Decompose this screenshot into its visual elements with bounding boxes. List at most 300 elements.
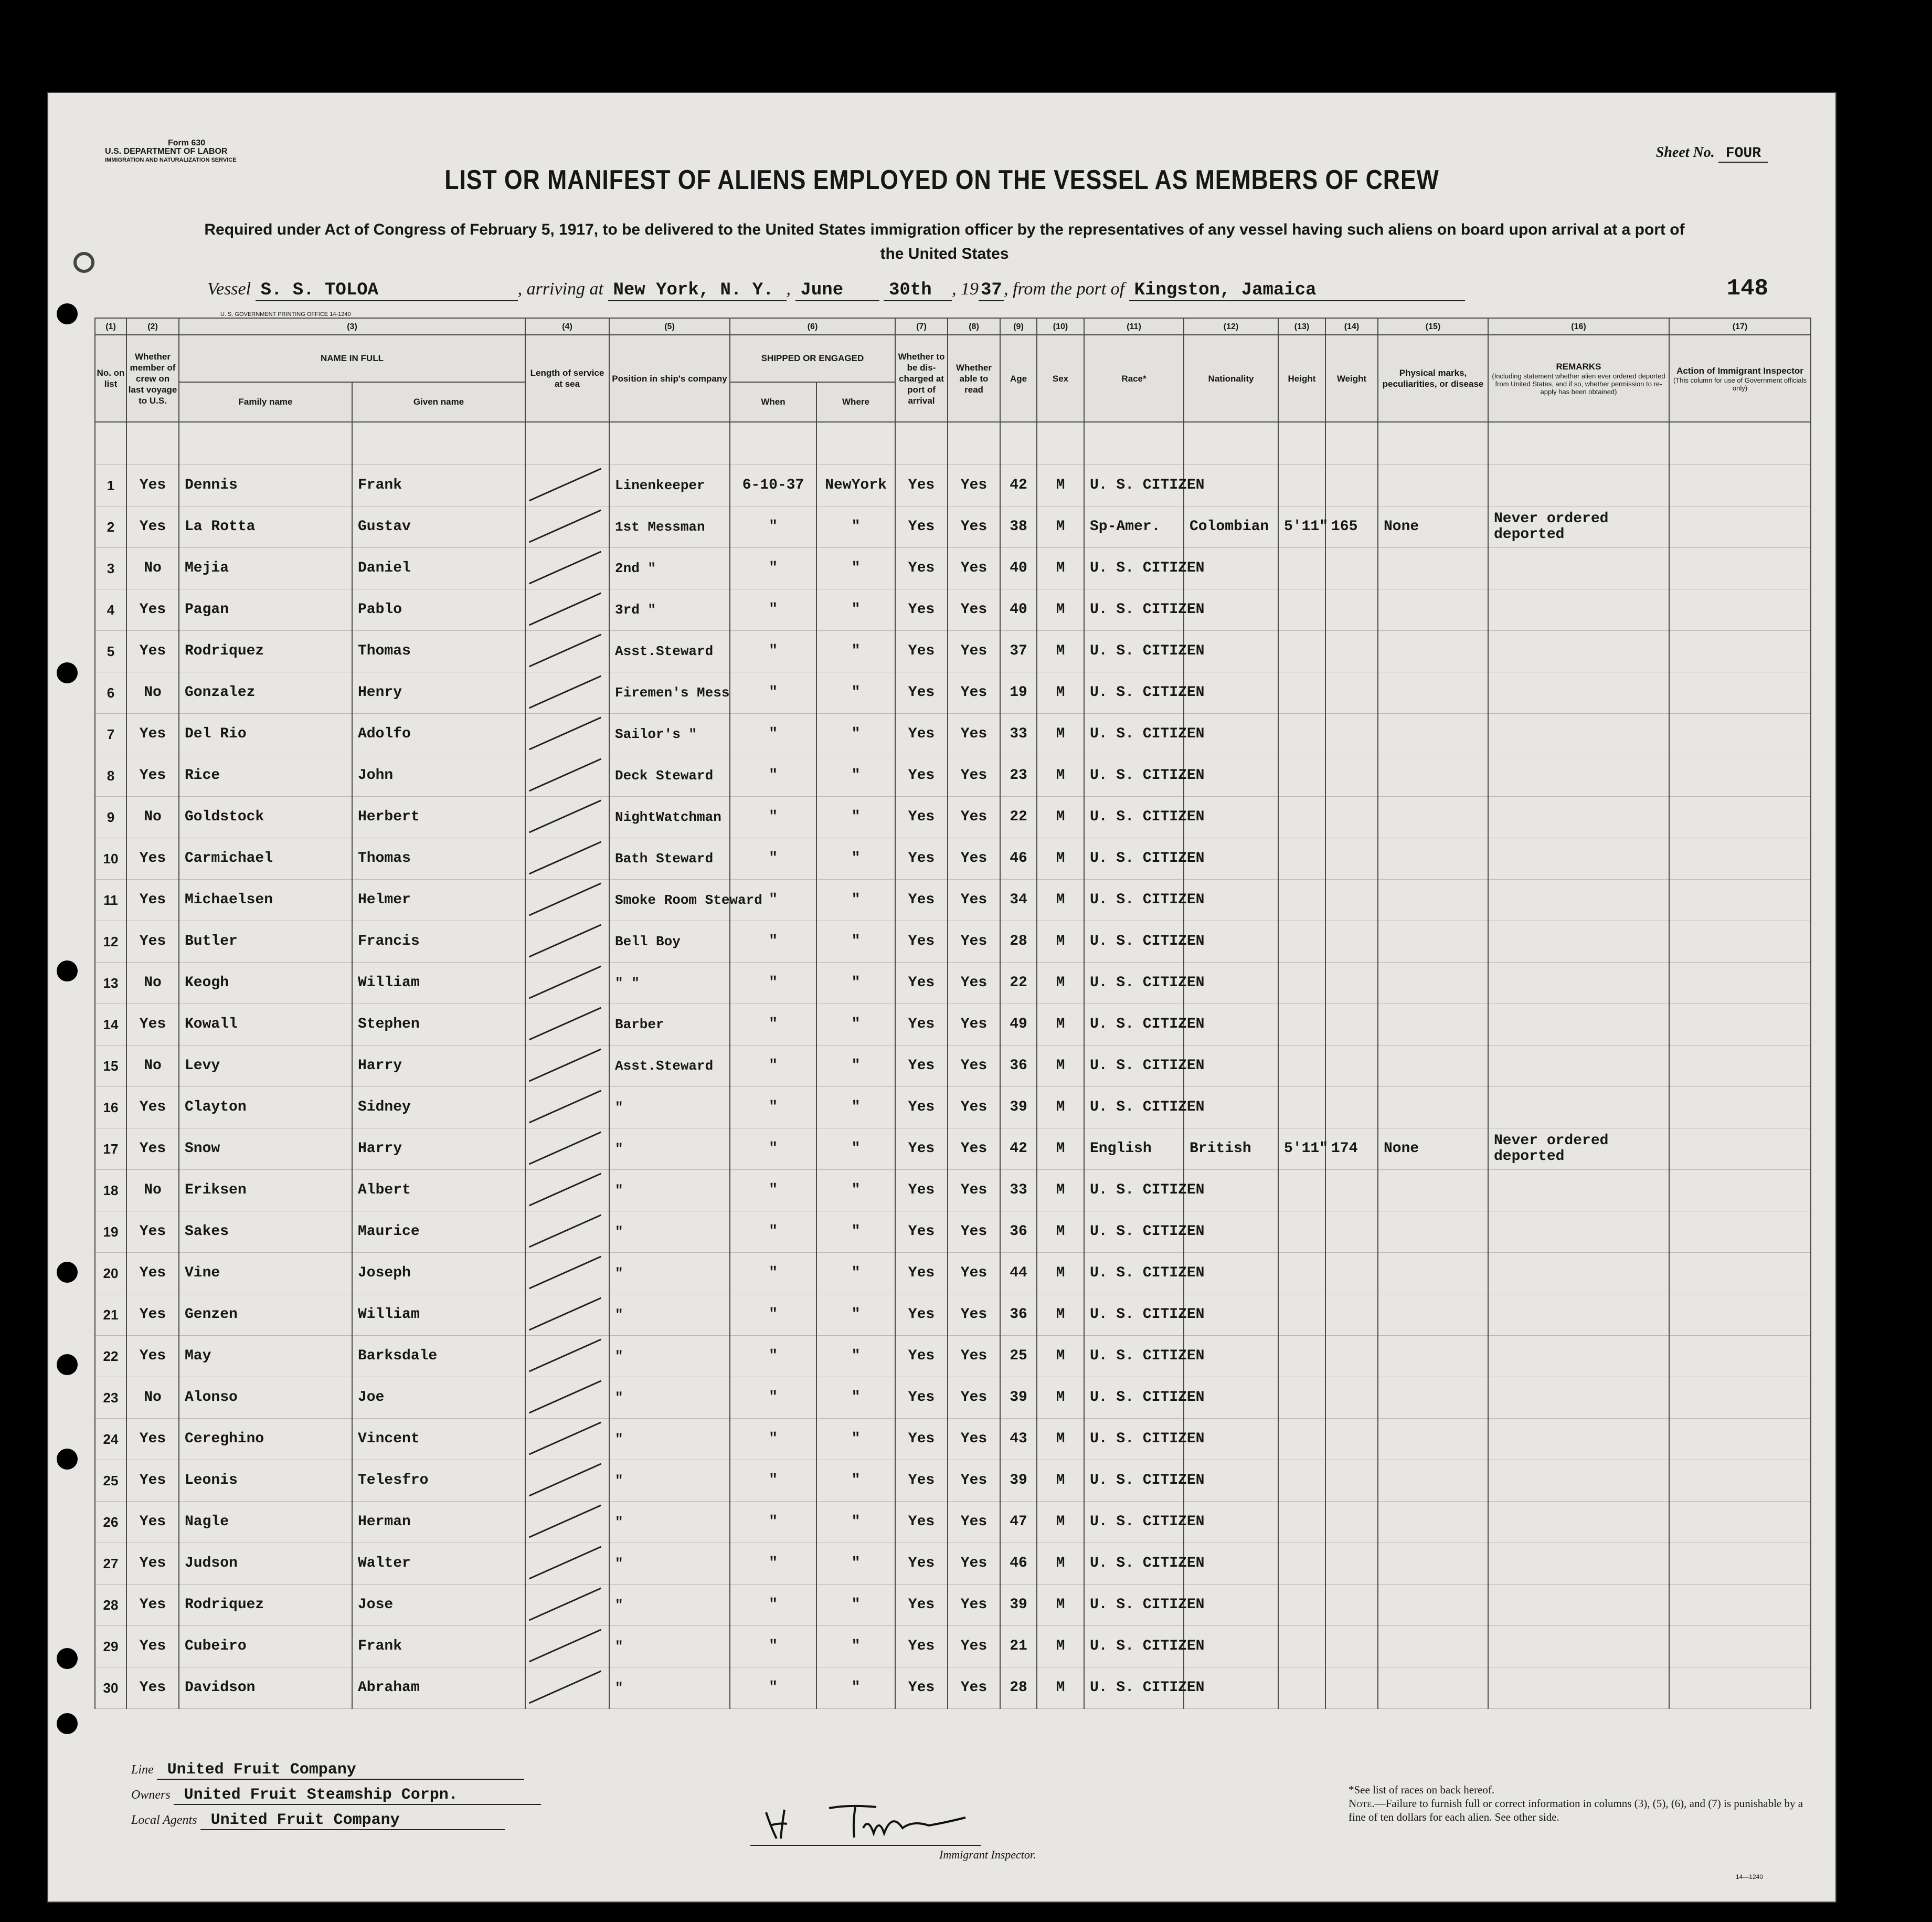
col-header-nationality: Nationality (1184, 335, 1278, 422)
physical-marks-cell (1378, 1087, 1488, 1128)
physical-marks-cell (1378, 1460, 1488, 1502)
last-voyage-cell: No (126, 797, 179, 838)
sex-cell: M (1037, 714, 1084, 755)
remarks-cell: Never ordered deported (1488, 506, 1669, 548)
line-row (131, 1761, 524, 1780)
position-cell: Sailor's " (609, 714, 730, 755)
row-number: 20 (95, 1253, 126, 1294)
physical-marks-cell (1378, 1377, 1488, 1419)
last-voyage-cell: Yes (126, 838, 179, 880)
race-cell: U. S. CITIZEN (1084, 1087, 1184, 1128)
remarks-cell (1488, 1502, 1669, 1543)
height-cell (1278, 1543, 1325, 1585)
family-name-cell: May (179, 1336, 352, 1377)
inspector-action-cell (1669, 963, 1811, 1004)
race-cell: U. S. CITIZEN (1084, 1585, 1184, 1626)
race-cell: U. S. CITIZEN (1084, 1004, 1184, 1046)
last-voyage-cell: Yes (126, 1419, 179, 1460)
last-voyage-cell: No (126, 1046, 179, 1087)
able-to-read-cell: Yes (948, 1294, 1000, 1336)
discharged-cell: Yes (895, 1543, 948, 1585)
checkmark-icon (529, 675, 601, 709)
shipped-when-cell: " (730, 589, 816, 631)
able-to-read-cell: Yes (948, 755, 1000, 797)
table-row (95, 1585, 1811, 1626)
row-number: 24 (95, 1419, 126, 1460)
able-to-read-cell: Yes (948, 672, 1000, 714)
col-header-height: Height (1278, 335, 1325, 422)
height-cell (1278, 631, 1325, 672)
checkmark-icon (529, 1380, 601, 1414)
position-cell: " (609, 1211, 730, 1253)
weight-cell (1325, 714, 1378, 755)
shipped-when-cell: " (730, 548, 816, 589)
race-cell: U. S. CITIZEN (1084, 672, 1184, 714)
row-number: 15 (95, 1046, 126, 1087)
remarks-cell (1488, 1087, 1669, 1128)
able-to-read-cell: Yes (948, 921, 1000, 963)
discharged-cell: Yes (895, 1626, 948, 1667)
given-name-cell: Thomas (352, 838, 525, 880)
checkmark-icon (529, 1090, 601, 1124)
inspector-action-cell (1669, 1626, 1811, 1667)
height-cell (1278, 465, 1325, 506)
shipped-when-cell: " (730, 1004, 816, 1046)
inspector-signature (750, 1792, 981, 1846)
race-cell: U. S. CITIZEN (1084, 548, 1184, 589)
discharged-cell: Yes (895, 921, 948, 963)
able-to-read-cell: Yes (948, 714, 1000, 755)
height-cell (1278, 1087, 1325, 1128)
remarks-cell (1488, 1626, 1669, 1667)
position-cell: Barber (609, 1004, 730, 1046)
shipped-where-cell: " (816, 714, 895, 755)
physical-marks-cell (1378, 963, 1488, 1004)
service-name: IMMIGRATION AND NATURALIZATION SERVICE (105, 157, 237, 163)
remarks-cell (1488, 1253, 1669, 1294)
height-cell (1278, 1253, 1325, 1294)
weight-cell (1325, 1253, 1378, 1294)
shipped-when-cell: " (730, 506, 816, 548)
punch-hole (57, 1354, 78, 1375)
given-name-cell: Thomas (352, 631, 525, 672)
family-name-cell: Rodriquez (179, 1585, 352, 1626)
shipped-when-cell: " (730, 838, 816, 880)
row-number: 26 (95, 1502, 126, 1543)
inspector-action-cell (1669, 838, 1811, 880)
family-name-cell: Rodriquez (179, 631, 352, 672)
family-name-cell: Judson (179, 1543, 352, 1585)
age-cell: 36 (1000, 1211, 1037, 1253)
given-name-cell: Abraham (352, 1667, 525, 1709)
checkmark-icon (529, 1297, 601, 1331)
col-header-shipped-engaged: SHIPPED OR ENGAGED (730, 335, 895, 382)
shipped-when-cell: " (730, 1253, 816, 1294)
inspector-action-note: (This column for use of Government officials only) (1673, 376, 1807, 392)
shipped-where-cell: " (816, 921, 895, 963)
shipped-when-cell: " (730, 672, 816, 714)
discharged-cell: Yes (895, 1128, 948, 1170)
inspector-action-cell (1669, 1377, 1811, 1419)
table-row (95, 589, 1811, 631)
shipped-where-cell: " (816, 1585, 895, 1626)
shipped-when-cell: " (730, 1460, 816, 1502)
given-name-cell: Harry (352, 1046, 525, 1087)
shipped-where-cell: " (816, 631, 895, 672)
service-checkmark-cell (525, 714, 609, 755)
family-name-cell: Eriksen (179, 1170, 352, 1211)
age-cell: 44 (1000, 1253, 1037, 1294)
height-cell (1278, 589, 1325, 631)
col-header-family-name: Family name (179, 382, 352, 422)
family-name-cell: Dennis (179, 465, 352, 506)
sex-cell: M (1037, 1419, 1084, 1460)
remarks-cell: Never ordered deported (1488, 1128, 1669, 1170)
last-voyage-cell: No (126, 1377, 179, 1419)
col-header-remarks (1488, 335, 1669, 422)
discharged-cell: Yes (895, 1253, 948, 1294)
remarks-cell (1488, 1170, 1669, 1211)
arriving-label: , arriving at (517, 279, 603, 299)
able-to-read-cell: Yes (948, 1419, 1000, 1460)
table-row (95, 1336, 1811, 1377)
sex-cell: M (1037, 1543, 1084, 1585)
weight-cell (1325, 1419, 1378, 1460)
checkmark-icon (529, 841, 601, 875)
inspector-action-cell (1669, 1253, 1811, 1294)
race-cell: U. S. CITIZEN (1084, 1211, 1184, 1253)
age-cell: 42 (1000, 1128, 1037, 1170)
remarks-cell (1488, 1667, 1669, 1709)
checkmark-icon (529, 1505, 601, 1538)
shipped-when-cell: 6-10-37 (730, 465, 816, 506)
family-name-cell: Cubeiro (179, 1626, 352, 1667)
table-row (95, 797, 1811, 838)
position-cell: " (609, 1626, 730, 1667)
able-to-read-cell: Yes (948, 1626, 1000, 1667)
punch-hole (57, 1262, 78, 1283)
discharged-cell: Yes (895, 1294, 948, 1336)
position-cell: " (609, 1087, 730, 1128)
table-row (95, 1253, 1811, 1294)
discharged-cell: Yes (895, 1502, 948, 1543)
race-cell: U. S. CITIZEN (1084, 465, 1184, 506)
position-cell: NightWatchman (609, 797, 730, 838)
remarks-cell (1488, 714, 1669, 755)
inspector-action-cell (1669, 1211, 1811, 1253)
physical-marks-cell (1378, 1046, 1488, 1087)
owners-label: Owners (131, 1788, 171, 1802)
discharged-cell: Yes (895, 1004, 948, 1046)
line-label: Line (131, 1763, 154, 1777)
last-voyage-cell: Yes (126, 1087, 179, 1128)
from-port-label: , from the port of (1004, 279, 1125, 299)
position-cell: " (609, 1294, 730, 1336)
table-row (95, 1211, 1811, 1253)
able-to-read-cell: Yes (948, 1377, 1000, 1419)
col-header-able-to-read: Whether able to read (948, 335, 1000, 422)
remarks-cell (1488, 631, 1669, 672)
shipped-where-cell: " (816, 1460, 895, 1502)
weight-cell (1325, 672, 1378, 714)
position-cell: " (609, 1419, 730, 1460)
manifest-sheet (47, 92, 1837, 1903)
inspector-action-cell (1669, 1170, 1811, 1211)
physical-marks-cell (1378, 1585, 1488, 1626)
family-name-cell: Mejia (179, 548, 352, 589)
discharged-cell: Yes (895, 1211, 948, 1253)
able-to-read-cell: Yes (948, 1667, 1000, 1709)
age-cell: 46 (1000, 1543, 1037, 1585)
family-name-cell: Genzen (179, 1294, 352, 1336)
vessel-label: Vessel (207, 279, 251, 299)
inspector-action-cell (1669, 1502, 1811, 1543)
given-name-cell: Albert (352, 1170, 525, 1211)
sex-cell: M (1037, 672, 1084, 714)
inspector-action-cell (1669, 1294, 1811, 1336)
position-cell: " (609, 1667, 730, 1709)
last-voyage-cell: No (126, 548, 179, 589)
service-checkmark-cell (525, 1294, 609, 1336)
age-cell: 39 (1000, 1460, 1037, 1502)
able-to-read-cell: Yes (948, 1004, 1000, 1046)
shipped-where-cell: " (816, 1502, 895, 1543)
row-number: 12 (95, 921, 126, 963)
checkmark-icon (529, 510, 601, 543)
col-15-number: (15) (1378, 318, 1488, 335)
checkmark-icon (529, 1339, 601, 1372)
checkmark-icon (529, 800, 601, 833)
sex-cell: M (1037, 755, 1084, 797)
weight-cell (1325, 1170, 1378, 1211)
checkmark-icon (529, 1671, 601, 1704)
owners-value: United Fruit Steamship Corpn. (174, 1786, 541, 1805)
position-cell: " (609, 1543, 730, 1585)
table-row (95, 1294, 1811, 1336)
shipped-when-cell: " (730, 1667, 816, 1709)
height-cell (1278, 1294, 1325, 1336)
able-to-read-cell: Yes (948, 797, 1000, 838)
race-cell: U. S. CITIZEN (1084, 1170, 1184, 1211)
discharged-cell: Yes (895, 1419, 948, 1460)
remarks-cell (1488, 797, 1669, 838)
checkmark-icon (529, 634, 601, 668)
col-2-number: (2) (126, 318, 179, 335)
physical-marks-cell (1378, 797, 1488, 838)
age-cell: 40 (1000, 589, 1037, 631)
race-cell: U. S. CITIZEN (1084, 1377, 1184, 1419)
last-voyage-cell: Yes (126, 631, 179, 672)
family-name-cell: Clayton (179, 1087, 352, 1128)
able-to-read-cell: Yes (948, 1585, 1000, 1626)
crew-manifest-table (94, 318, 1810, 1709)
service-checkmark-cell (525, 1046, 609, 1087)
position-cell: " (609, 1336, 730, 1377)
inspector-action-cell (1669, 506, 1811, 548)
family-name-cell: Nagle (179, 1502, 352, 1543)
col-12-number: (12) (1184, 318, 1278, 335)
table-row (95, 672, 1811, 714)
col-1-number: (1) (95, 318, 126, 335)
checkmark-icon (529, 1173, 601, 1207)
vessel-line: Vessel S. S. TOLOA , arriving at New York, N. Y. , June 30th , 19 37, from the port of Kingston, Jamaica (207, 279, 1781, 301)
age-cell: 21 (1000, 1626, 1037, 1667)
col-3-number: (3) (179, 318, 525, 335)
printer-note: U. S. GOVERNMENT PRINTING OFFICE 14-1240 (220, 311, 351, 318)
given-name-cell: Frank (352, 465, 525, 506)
race-cell: U. S. CITIZEN (1084, 755, 1184, 797)
row-number: 14 (95, 1004, 126, 1046)
family-name-cell: Kowall (179, 1004, 352, 1046)
height-cell (1278, 1377, 1325, 1419)
shipped-when-cell: " (730, 1626, 816, 1667)
table-row (95, 1626, 1811, 1667)
height-cell (1278, 1585, 1325, 1626)
discharged-cell: Yes (895, 1585, 948, 1626)
last-voyage-cell: Yes (126, 880, 179, 921)
given-name-cell: Herbert (352, 797, 525, 838)
position-cell: Bath Steward (609, 838, 730, 880)
weight-cell (1325, 1502, 1378, 1543)
table-row (95, 1460, 1811, 1502)
weight-cell (1325, 1543, 1378, 1585)
service-checkmark-cell (525, 1502, 609, 1543)
inspector-action-cell (1669, 631, 1811, 672)
row-number: 22 (95, 1336, 126, 1377)
row-number: 18 (95, 1170, 126, 1211)
col-header-when: When (730, 382, 816, 422)
service-checkmark-cell (525, 1128, 609, 1170)
last-voyage-cell: Yes (126, 1585, 179, 1626)
family-name-cell: Michaelsen (179, 880, 352, 921)
given-name-cell: Maurice (352, 1211, 525, 1253)
service-checkmark-cell (525, 963, 609, 1004)
row-number: 1 (95, 465, 126, 506)
last-voyage-cell: No (126, 963, 179, 1004)
able-to-read-cell: Yes (948, 1087, 1000, 1128)
physical-marks-cell (1378, 755, 1488, 797)
shipped-where-cell: " (816, 1294, 895, 1336)
sex-cell: M (1037, 1087, 1084, 1128)
age-cell: 33 (1000, 1170, 1037, 1211)
page-subtitle: Required under Act of Congress of February 5, 1917, to be delivered to the United States immigration officer by the representatives of any vessel having such aliens on board upon arrival at a port of the United States (204, 221, 1685, 262)
weight-cell (1325, 1046, 1378, 1087)
discharged-cell: Yes (895, 589, 948, 631)
last-voyage-cell: Yes (126, 1253, 179, 1294)
physical-marks-cell (1378, 1543, 1488, 1585)
physical-marks-cell (1378, 589, 1488, 631)
shipped-when-cell: " (730, 1294, 816, 1336)
shipped-when-cell: " (730, 1211, 816, 1253)
table-row (95, 1046, 1811, 1087)
sex-cell: M (1037, 631, 1084, 672)
sex-cell: M (1037, 548, 1084, 589)
able-to-read-cell: Yes (948, 1543, 1000, 1585)
inspector-action-cell (1669, 589, 1811, 631)
table-row (95, 506, 1811, 548)
remarks-cell (1488, 963, 1669, 1004)
remarks-cell (1488, 921, 1669, 963)
physical-marks-cell: None (1378, 506, 1488, 548)
shipped-when-cell: " (730, 797, 816, 838)
col-6-number: (6) (730, 318, 895, 335)
remarks-cell (1488, 1419, 1669, 1460)
given-name-cell: Sidney (352, 1087, 525, 1128)
sex-cell: M (1037, 797, 1084, 838)
weight-cell: 165 (1325, 506, 1378, 548)
col-header-discharged: Whether to be dis-charged at port of arrival (895, 335, 948, 422)
height-cell (1278, 963, 1325, 1004)
shipped-where-cell: " (816, 838, 895, 880)
sheet-number-label: Sheet No. (1655, 144, 1715, 161)
family-name-cell: Levy (179, 1046, 352, 1087)
col-header-weight: Weight (1325, 335, 1378, 422)
age-cell: 22 (1000, 963, 1037, 1004)
sex-cell: M (1037, 1004, 1084, 1046)
given-name-cell: Telesfro (352, 1460, 525, 1502)
age-cell: 33 (1000, 714, 1037, 755)
col-10-number: (10) (1037, 318, 1084, 335)
service-checkmark-cell (525, 1460, 609, 1502)
shipped-when-cell: " (730, 1502, 816, 1543)
table-row (95, 548, 1811, 589)
col-13-number: (13) (1278, 318, 1325, 335)
checkmark-icon (529, 966, 601, 999)
sex-cell: M (1037, 1502, 1084, 1543)
weight-cell (1325, 1626, 1378, 1667)
race-cell: U. S. CITIZEN (1084, 1460, 1184, 1502)
physical-marks-cell (1378, 1626, 1488, 1667)
remarks-cell (1488, 548, 1669, 589)
inspector-action-cell (1669, 1667, 1811, 1709)
position-cell: 2nd " (609, 548, 730, 589)
physical-marks-cell (1378, 1170, 1488, 1211)
family-name-cell: Leonis (179, 1460, 352, 1502)
race-cell: U. S. CITIZEN (1084, 1336, 1184, 1377)
inspector-action-cell (1669, 1460, 1811, 1502)
race-cell: U. S. CITIZEN (1084, 1253, 1184, 1294)
table-row (95, 880, 1811, 921)
position-cell: 1st Messman (609, 506, 730, 548)
col-16-number: (16) (1488, 318, 1669, 335)
position-cell: Deck Steward (609, 755, 730, 797)
table-row (95, 631, 1811, 672)
sex-cell: M (1037, 1211, 1084, 1253)
form-identifier (105, 139, 304, 164)
shipped-when-cell: " (730, 921, 816, 963)
table-row (95, 1667, 1811, 1709)
race-cell: U. S. CITIZEN (1084, 1419, 1184, 1460)
age-cell: 47 (1000, 1502, 1037, 1543)
inspector-action-cell (1669, 880, 1811, 921)
able-to-read-cell: Yes (948, 1502, 1000, 1543)
checkmark-icon (529, 1215, 601, 1248)
punch-hole-ring (73, 252, 94, 273)
weight-cell (1325, 880, 1378, 921)
checkmark-icon (529, 1463, 601, 1497)
age-cell: 23 (1000, 755, 1037, 797)
given-name-cell: Pablo (352, 589, 525, 631)
family-name-cell: Alonso (179, 1377, 352, 1419)
service-checkmark-cell (525, 755, 609, 797)
position-cell: " (609, 1170, 730, 1211)
shipped-when-cell: " (730, 1377, 816, 1419)
row-number: 9 (95, 797, 126, 838)
discharged-cell: Yes (895, 797, 948, 838)
position-cell: " " (609, 963, 730, 1004)
given-name-cell: Joseph (352, 1253, 525, 1294)
page-number: 148 (1726, 276, 1768, 302)
